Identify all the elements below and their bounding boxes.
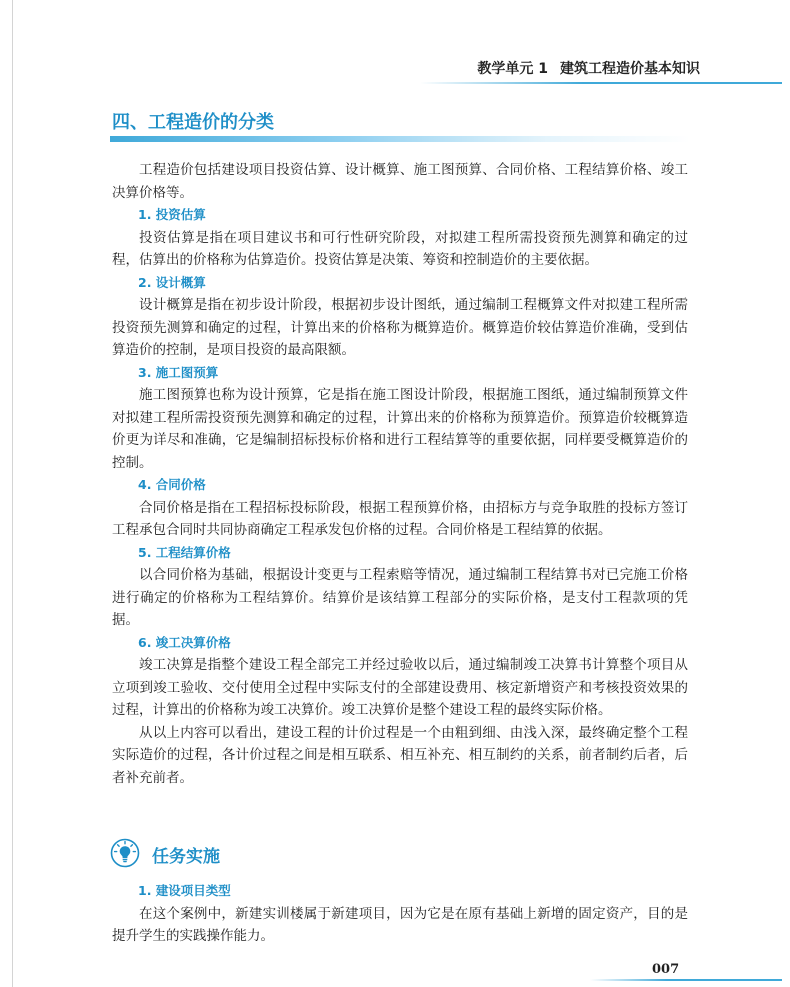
page-number: 007 — [652, 962, 680, 977]
task-title: 任务实施 — [152, 847, 220, 867]
subhead-settlement-price: 5. 工程结算价格 — [138, 544, 231, 560]
paragraph-project-type: 在这个案例中，新建实训楼属于新建项目，因为它是在原有基础上新增的固定资产，目的是提升学生的实践操作能力。 — [112, 905, 688, 944]
paragraph-investment-estimate: 投资估算是指在项目建议书和可行性研究阶段，对拟建工程所需投资预先测算和确定的过程，估算出的价格称为估算造价。投资估算是决策、筹资和控制造价的主要依据。 — [112, 229, 688, 268]
conclusion-paragraph: 从以上内容可以看出，建设工程的计价过程是一个由粗到细、由浅入深，最终确定整个工程实际造价的过程，各计价过程之间是相互联系、相互补充、相互制约的关系，前者制约后者，后者补充前者。 — [112, 724, 688, 786]
subhead-design-estimate: 2. 设计概算 — [138, 274, 206, 290]
subhead-construction-budget: 3. 施工图预算 — [138, 364, 219, 380]
subhead-contract-price: 4. 合同价格 — [138, 477, 206, 492]
running-header — [0, 58, 700, 78]
paragraph-construction-budget: 施工图预算也称为设计预算，它是指在施工图设计阶段，根据施工图纸，通过编制预算文件对拟建工程所需投资预先测算和确定的过程，计算出来的价格称为预算造价。预算造价较概算造价更为详尽和准确，它是编制招标投标价格和进行工程结算等的重要依据，同样要受概算造价的控制。 — [112, 387, 688, 471]
footer-rule — [590, 979, 782, 981]
paragraph-design-estimate: 设计概算是指在初步设计阶段，根据初步设计图纸，通过编制工程概算文件对拟建工程所需投资预先测算和确定的过程，计算出来的价格称为概算造价。概算造价较估算造价准确，受到估算造价的控制，是项目投资的最高限额。 — [112, 297, 688, 358]
paragraph-final-accounts-price: 竣工决算是指整个建设工程全部完工并经过验收以后，通过编制竣工决算书计算整个项目从立项到竣工验收、交付使用全过程中实际支付的全部建设费用、核定新增资产和考核投资效果的过程，计算出的价格称为竣工决算价。竣工决算价是整个建设工程的最终实际价格。 — [112, 657, 688, 718]
lightbulb-icon — [110, 838, 140, 868]
section-title: 四、工程造价的分类 — [112, 112, 274, 133]
paragraph-contract-price: 合同价格是指在工程招标投标阶段，根据工程预算价格，由招标方与竞争取胜的投标方签订工程承包合同时共同协商确定工程承发包价格的过程。合同价格是工程结算的依据。 — [112, 499, 688, 538]
subhead-investment-estimate: 1. 投资估算 — [138, 207, 206, 222]
task-body — [112, 880, 688, 948]
subhead-final-accounts-price: 6. 竣工决算价格 — [138, 634, 231, 650]
paragraph-settlement-price: 以合同价格为基础，根据设计变更与工程索赔等情况，通过编制工程结算书对已完施工价格进行确定的价格称为工程结算价。结算价是该结算工程部分的实际价格，是支付工程款项的凭据。 — [112, 567, 688, 628]
unit-title: 建筑工程造价基本知识 — [560, 61, 700, 77]
header-rule — [420, 82, 782, 84]
task-heading — [110, 838, 690, 872]
section-title-rule — [110, 136, 690, 142]
page-edge-line — [12, 0, 13, 987]
unit-label: 教学单元 1 — [477, 61, 548, 77]
intro-paragraph: 工程造价包括建设项目投资估算、设计概算、施工图预算、合同价格、工程结算价格、竣工决算价格等。 — [112, 162, 688, 201]
subhead-project-type: 1. 建设项目类型 — [138, 883, 231, 898]
section-body — [112, 159, 688, 789]
